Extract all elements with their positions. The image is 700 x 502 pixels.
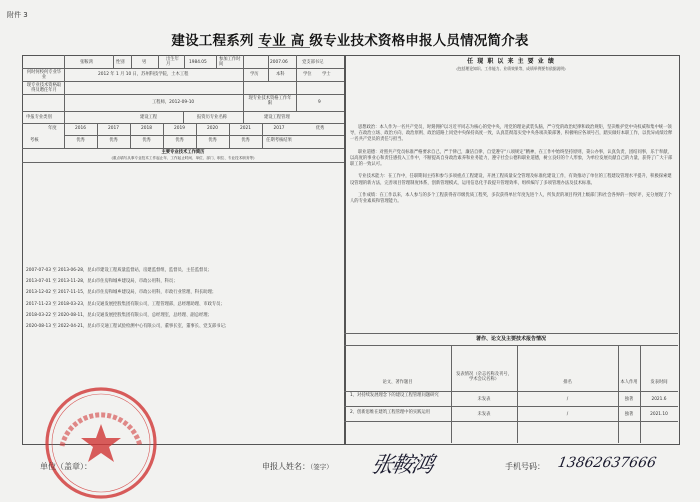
- achievement-paragraph: 工作成绩：在工作以来，本人参与的多个工程获得省市级优质工程奖，多次获得单位年度先进个人，所负责的项目得到上级部门和社会各界的一致好评，充分展现了个人的专业素质和管理能力。: [350, 192, 672, 204]
- graduation-value: 2012 年 1 月 10 日，苏州科技学院，土木工程: [98, 72, 189, 77]
- writing-row-date: 2021.6: [651, 397, 667, 402]
- major-value: 建设工程管理: [264, 115, 290, 120]
- writing-row-rank: /: [566, 412, 569, 417]
- assess-year-cell: 2018: [141, 126, 152, 131]
- col-rank-header: 排名: [563, 380, 572, 385]
- applicant-name-value: 张鞍鸿: [80, 60, 93, 65]
- achievement-paragraph: 职业道德：对照共产党员标准严格要求自己，严于律己，廉洁自律，自觉遵守“八项规定”精神，在工作中始终坚持原则，秉公办事，认真负责，团结同事，乐于奉献，以高度的事业心和责任感投入工作中，不断提高自身政治素养和业务能力，遵守社会公德和职业道德，树立良好的个人形象，为单位发展贡献自己的力量，获得了广大干部职工的一致认可。: [350, 149, 673, 168]
- assess-tail-value: 优秀: [315, 126, 325, 131]
- writing-row-pub: 未发表: [477, 412, 491, 417]
- assess-year-cell: 2020: [207, 126, 218, 131]
- assess-result-cell: 优秀: [175, 138, 184, 143]
- assess-col-line: [163, 123, 164, 148]
- unit-label: 单位（盖章）：: [40, 462, 92, 471]
- assess-label-result: 考核: [30, 138, 39, 143]
- writing-col-line: [640, 345, 641, 443]
- left-col-line: [113, 55, 114, 68]
- degree-value: 本科: [276, 72, 285, 77]
- writing-col-line: [517, 345, 518, 443]
- assess-col-line: [97, 123, 98, 148]
- writing-row-no: 2: [350, 410, 353, 415]
- qualification-years-value: 9: [318, 100, 321, 105]
- left-row-line: [64, 135, 344, 136]
- left-col-line: [243, 55, 244, 123]
- writing-row-title: 1、对持续发展理念下的建设工程管理问题研究: [350, 393, 439, 398]
- col-date-header: 发表时间: [650, 380, 668, 385]
- degree2-label: 学位: [303, 72, 312, 77]
- phone-value: 13862637666: [556, 455, 658, 471]
- list-item: 2020-08-13 至 2022-04-21，昆山市交通工程试验检测中心有限公司，董事长室，董事长、党支部书记；: [26, 324, 230, 330]
- left-col-line: [64, 55, 65, 148]
- degree2-value: 学士: [322, 72, 331, 77]
- writing-row-title-text: 创新思维在建筑工程管理中的实践运用: [357, 410, 431, 415]
- list-item: 2013-12-02 至 2017-11-15，昆山市住房和城乡建设局，市政公用科，市政行业管理、科长助理；: [26, 290, 217, 296]
- right-table: [344, 55, 680, 445]
- work-start-value: 2007.06: [270, 60, 288, 65]
- official-seal: [42, 384, 160, 502]
- writing-line: [344, 391, 678, 392]
- achievements-body: [350, 125, 674, 205]
- left-col-line: [131, 55, 132, 68]
- left-col-line: [268, 55, 269, 68]
- left-col-line: [296, 55, 297, 111]
- assess-col-line: [196, 123, 197, 148]
- assess-col-line: [262, 123, 263, 148]
- gender-label: 性别: [116, 60, 125, 65]
- list-item: 2007-07-03 至 2013-06-28，昆山市建设工程质量监督站，房建监督组，监督员、主任监督员；: [26, 268, 212, 273]
- writing-row-no: 1: [350, 393, 353, 398]
- assess-year-cell: 2021: [240, 126, 251, 131]
- party-title-value: 党支部书记: [302, 60, 324, 65]
- achievements-subheader: (包括理论知识、工作能力、业绩效果等，成绩举例要有依据说明): [456, 66, 566, 71]
- work-start-label: 参加工作时间: [219, 57, 241, 68]
- degree-label: 学历: [250, 72, 259, 77]
- writing-row-date: 2021.10: [650, 412, 668, 417]
- left-row-line: [22, 123, 344, 124]
- assess-result-cell: 优秀: [208, 138, 217, 143]
- qualification-years-label: 现专业技术资格工作年限: [248, 96, 292, 107]
- writing-row-pub: 未发表: [477, 397, 491, 402]
- left-col-line: [184, 55, 185, 68]
- col-pub-header: 发表情况（杂志名称及刊号，学术会议名称）: [456, 372, 512, 383]
- assess-col-line: [130, 123, 131, 148]
- title-blank-line-2: [282, 47, 310, 48]
- assess-year-cell: 2016: [75, 126, 86, 131]
- page-title: [90, 29, 610, 49]
- list-item: 2017-11-23 至 2018-03-23，昆山交通发展控股集团有限公司，工程管理部，总经理助理、市政专员；: [26, 301, 225, 307]
- assess-result-cell: 优秀: [241, 138, 250, 143]
- signature: 张鞍鸿: [368, 453, 435, 478]
- writing-col-line: [451, 345, 452, 443]
- category-value: 建设工程: [140, 115, 158, 120]
- writing-line: [344, 406, 678, 407]
- assess-year-cell: 2019: [174, 126, 185, 131]
- birth-label: 出生年月: [166, 57, 179, 68]
- assess-result-cell: 任期考核结果: [266, 138, 292, 143]
- writing-line: [344, 345, 678, 346]
- assess-col-line: [229, 123, 230, 148]
- list-item: 2018-03-22 至 2020-08-11，昆山交通发展控股集团有限公司，总经理室，总经理、副总经理；: [26, 312, 212, 318]
- col-role-header: 本人作用: [620, 380, 638, 385]
- writing-row-role: 独著: [624, 412, 634, 417]
- experience-list: [26, 268, 342, 335]
- gender-value: 男: [142, 60, 147, 65]
- writing-row-rank: /: [566, 397, 569, 402]
- major-label: 报资历专业名称: [197, 115, 228, 120]
- phone-label: 手机号码：: [505, 462, 545, 471]
- achievements-header: 任 现 职 以 来 主 要 业 绩: [467, 58, 555, 65]
- left-row-line: [22, 148, 344, 149]
- col-title-header: 论文、著作题目: [382, 380, 413, 385]
- writing-row-title-text: 对持续发展理念下的建设工程管理问题研究: [357, 393, 439, 398]
- left-col-line: [216, 55, 217, 68]
- left-col-line: [268, 68, 269, 81]
- writing-row-title: 2、创新思维在建筑工程管理中的实践运用: [350, 410, 431, 415]
- experience-subheader: (重点填写从事专业技术工作起止年、工作起止时间、单位、部门、职位、专业技术职务等): [111, 156, 255, 160]
- birth-value: 1984.05: [189, 60, 207, 65]
- assess-result-cell: 优秀: [76, 138, 85, 143]
- assess-label-year: 年度: [48, 126, 57, 131]
- applicant-name-label-text: 申报人姓名：: [262, 462, 310, 471]
- assess-year-cell: 2017: [108, 126, 119, 131]
- category-label: 申报专业类别: [26, 115, 52, 120]
- writing-top-line: [344, 333, 678, 334]
- list-item: 2013-07-01 至 2013-11-28，昆山市住房和城乡建设局，市政公用科，科员；: [26, 279, 178, 285]
- achievement-paragraph: 专业技术能力：在工作中，任职期间主持和参与多项重点工程建设，开展工程质量安全管理及标准化建设工作，有效推动了单位的工程建设管理水平提升，积极探索建设管理的新方法，完善项目管理制度体系，创新管理模式，运用信息化手段提升管理效率，组织编写了多项管理办法及技术标准。: [350, 174, 672, 186]
- assess-result-cell: 优秀: [109, 138, 118, 143]
- assess-result-cell: 优秀: [142, 138, 151, 143]
- attachment-label: 附件 3: [7, 11, 28, 19]
- left-row-line: [22, 162, 344, 163]
- achievement-paragraph: 思想政治：本人作为一名共产党员，时刻拥护以习近平同志为核心的党中央，用党的理论武装头脑，严守党的政治纪律和政治规矩，坚决维护党中央权威和集中统一领导，在政治立场、政治方向、政治原则、政治道路上同党中央保持高度一致，认真贯彻落实党中央各项决策部署，积极响应各项号召，踏实做好本职工作，以优异成绩诠释一名共产党员的责任与担当。: [350, 125, 673, 143]
- graduation-label: 何时何校何专业毕业: [26, 70, 62, 81]
- page-title-text: 建设工程系列 专业 高 级专业技术资格申报人员情况简介表: [171, 33, 529, 49]
- qualification-value: 工程师，2012-09-10: [152, 100, 195, 105]
- writing-header: 著作、论文及主要技术报告情况: [475, 336, 546, 342]
- writing-row-role: 独著: [624, 397, 634, 402]
- writing-col-line: [618, 345, 619, 443]
- left-col-line: [183, 111, 184, 123]
- assess-year-cell: 2017: [273, 126, 285, 131]
- experience-header: 主要专业技术工作简历: [161, 150, 205, 155]
- qualification-label: 现专业技术资格取得及聘任年月: [26, 83, 62, 94]
- sign-note: （签字）: [310, 463, 333, 471]
- writing-line: [344, 421, 678, 422]
- left-col-line: [158, 55, 159, 68]
- applicant-name-label: [262, 461, 333, 472]
